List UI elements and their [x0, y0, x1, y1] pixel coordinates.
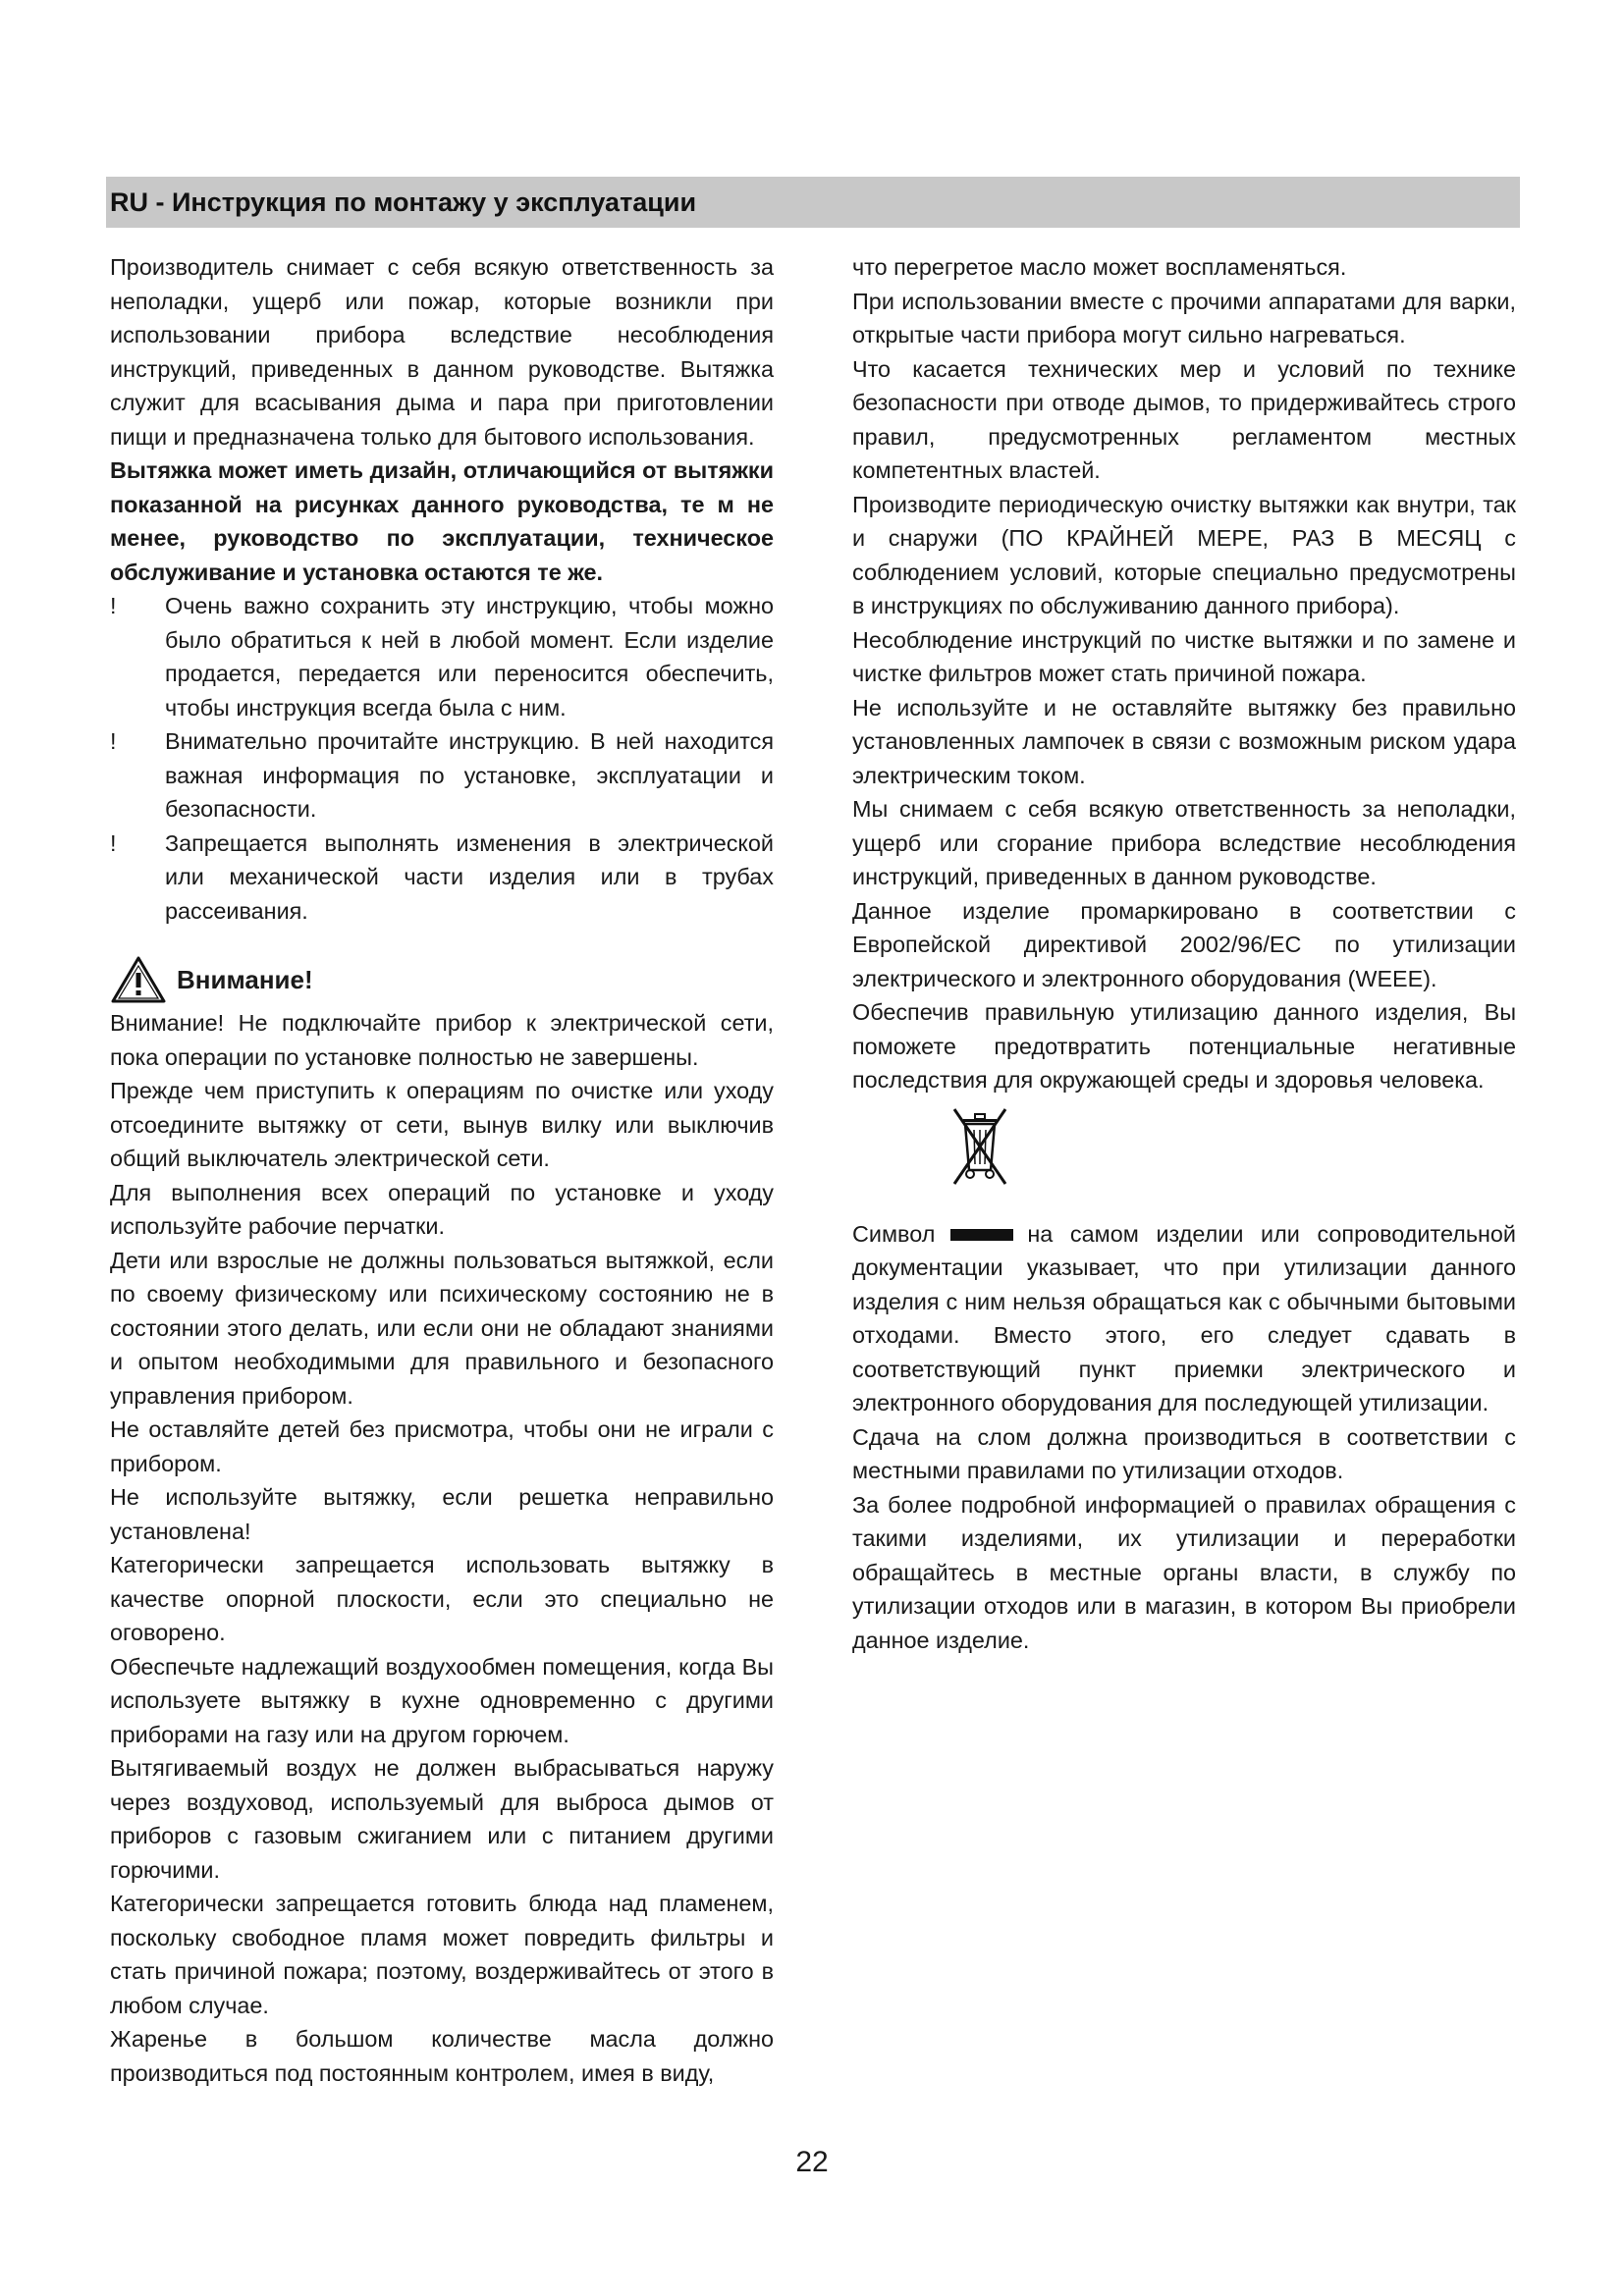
warning-paragraph: Жаренье в большом количестве масла должно производиться под постоянным контролем, имея в виду,: [110, 2026, 774, 2086]
exclamation-mark: !: [110, 829, 117, 856]
warning-paragraph: Прежде чем приступить к операциям по очистке или уходу отсоедините вытяжку от сети, вынув вилку или выключив общий выключатель электрической сети.: [110, 1078, 774, 1171]
warning-paragraph: Не используйте вытяжку, если решетка неправильно установлена!: [110, 1484, 774, 1544]
warning-paragraph: Вытягиваемый воздух не должен выбрасываться наружу через воздуховод, используемый для выброса дымов от приборов с газовым сжиганием или с питанием другими горючими.: [110, 1755, 774, 1883]
left-column: [110, 250, 774, 2090]
bullet-text: Очень важно сохранить эту инструкцию, чтобы можно было обратиться к ней в любой момент. Если изделие продается, передается или переносится обеспечить, чтобы инструкция всегда была с ним.: [165, 593, 774, 721]
safety-paragraph: Обеспечив правильную утилизацию данного изделия, Вы поможете предотвратить потенциальные негативные последствия для окружающей среды и здоровья человека.: [852, 999, 1516, 1093]
section-title: RU - Инструкция по монтажу у эксплуатации: [110, 187, 697, 217]
section-header: [106, 177, 1520, 228]
safety-paragraph: что перегретое масло может воспламеняться.: [852, 254, 1347, 280]
symbol-paragraph: [852, 1217, 1516, 1420]
design-notice: Вытяжка может иметь дизайн, отличающийся от вытяжки показанной на рисунках данного руководства, те м не менее, руководство по эксплуатации, техническое обслуживание и установка остаются те же.: [110, 457, 774, 585]
warning-paragraph: Внимание! Не подключайте прибор к электрической сети, пока операции по установке полностью не завершены.: [110, 1010, 774, 1070]
exclamation-mark: !: [110, 593, 117, 618]
warning-title: Внимание!: [177, 964, 313, 994]
bullet-item: [110, 724, 774, 827]
bullet-item: [110, 827, 774, 929]
safety-paragraph: Производите периодическую очистку вытяжки как внутри, так и снаружи (ПО КРАЙНЕЙ МЕРЕ, РАЗ В МЕСЯЦ с соблюдением условий, которые специально предусмотрены в инструкциях по обслуживанию данного прибора).: [852, 491, 1516, 618]
disposal-paragraph: Сдача на слом должна производиться в соответствии с местными правилами по утилизации отходов.: [852, 1423, 1516, 1483]
safety-paragraph: Что касается технических мер и условий по технике безопасности при отводе дымов, то придерживайтесь строго правил, предусмотренных регламентом местных компетентных властей.: [852, 355, 1516, 483]
bullet-item: [110, 589, 774, 724]
symbol-description: на самом изделии или сопроводительной документации указывает, что при утилизации данного изделия с ним нельзя обращаться как с обычными бытовыми отходами. Вместо этого, его следует сдавать в соответствующий пункт приемки электрического и электронного оборудования для последующей утилизации.: [852, 1220, 1516, 1415]
safety-paragraph: Несоблюдение инструкций по чистке вытяжки и по замене и чистке фильтров может стать причиной пожара.: [852, 626, 1516, 686]
weee-symbol: [852, 1105, 1516, 1196]
safety-paragraph: При использовании вместе с прочими аппаратами для варки, открытые части прибора могут сильно нагреваться.: [852, 288, 1516, 347]
warning-paragraph: Категорически запрещается готовить блюда над пламенем, поскольку свободное пламя может повредить фильтры и стать причиной пожара; поэтому, воздерживайтесь от этого в любом случае.: [110, 1891, 774, 2018]
warning-paragraph: Для выполнения всех операций по установке и уходу используйте рабочие перчатки.: [110, 1179, 774, 1239]
warning-paragraph: Не оставляйте детей без присмотра, чтобы они не играли с прибором.: [110, 1416, 774, 1476]
black-bar-symbol: [950, 1229, 1013, 1241]
bullet-text: Внимательно прочитайте инструкцию. В ней находится важная информация по установке, эксплуатации и безопасности.: [165, 728, 774, 822]
safety-paragraph: Не используйте и не оставляйте вытяжку без правильно установленных лампочек в связи с возможным риском удара электрическим током.: [852, 694, 1516, 788]
disposal-paragraph: За более подробной информацией о правилах обращения с такими изделиями, их утилизации и переработки обращайтесь в местные органы власти, в службу по утилизации отходов или в магазин, в котором Вы приобрели данное изделие.: [852, 1491, 1516, 1653]
warning-paragraph: Дети или взрослые не должны пользоваться вытяжкой, если по своему физическому или психическому состоянию не в состоянии этого делать, или если они не обладают знаниями и опытом необходимыми для правильного и безопасного управления прибором.: [110, 1247, 774, 1409]
safety-paragraph: Данное изделие промаркировано в соответствии с Европейской директивой 2002/96/EC по утилизации электрического и электронного оборудования (WEEE).: [852, 897, 1516, 991]
warning-heading: [110, 953, 774, 1006]
symbol-label: Символ: [852, 1220, 936, 1247]
right-column: [852, 250, 1516, 1657]
warning-triangle-icon: [110, 955, 167, 1004]
page-number: 22: [795, 2146, 829, 2178]
exclamation-mark: !: [110, 728, 117, 754]
crossed-out-bin-icon: [950, 1105, 1009, 1192]
safety-paragraph: Мы снимаем с себя всякую ответственность за неполадки, ущерб или сгорание прибора вследствие несоблюдения инструкций, приведенных в данном руководстве.: [852, 796, 1516, 889]
warning-paragraph: Категорически запрещается использовать вытяжку в качестве опорной плоскости, если это специально не оговорено.: [110, 1552, 774, 1645]
intro-paragraph: Производитель снимает с себя всякую ответственность за неполадки, ущерб или пожар, которые возникли при использовании прибора вследствие несоблюдения инструкций, приведенных в данном руководстве. Вытяжка служит для всасывания дыма и пара при приготовлении пищи и предназначена только для бытового использования.: [110, 254, 774, 450]
bullet-text: Запрещается выполнять изменения в электрической или механической части изделия или в трубах рассеивания.: [165, 829, 774, 924]
warning-paragraph: Обеспечьте надлежащий воздухообмен помещения, когда Вы используете вытяжку в кухне одновременно с другими приборами на газу или на другом горючем.: [110, 1653, 774, 1747]
